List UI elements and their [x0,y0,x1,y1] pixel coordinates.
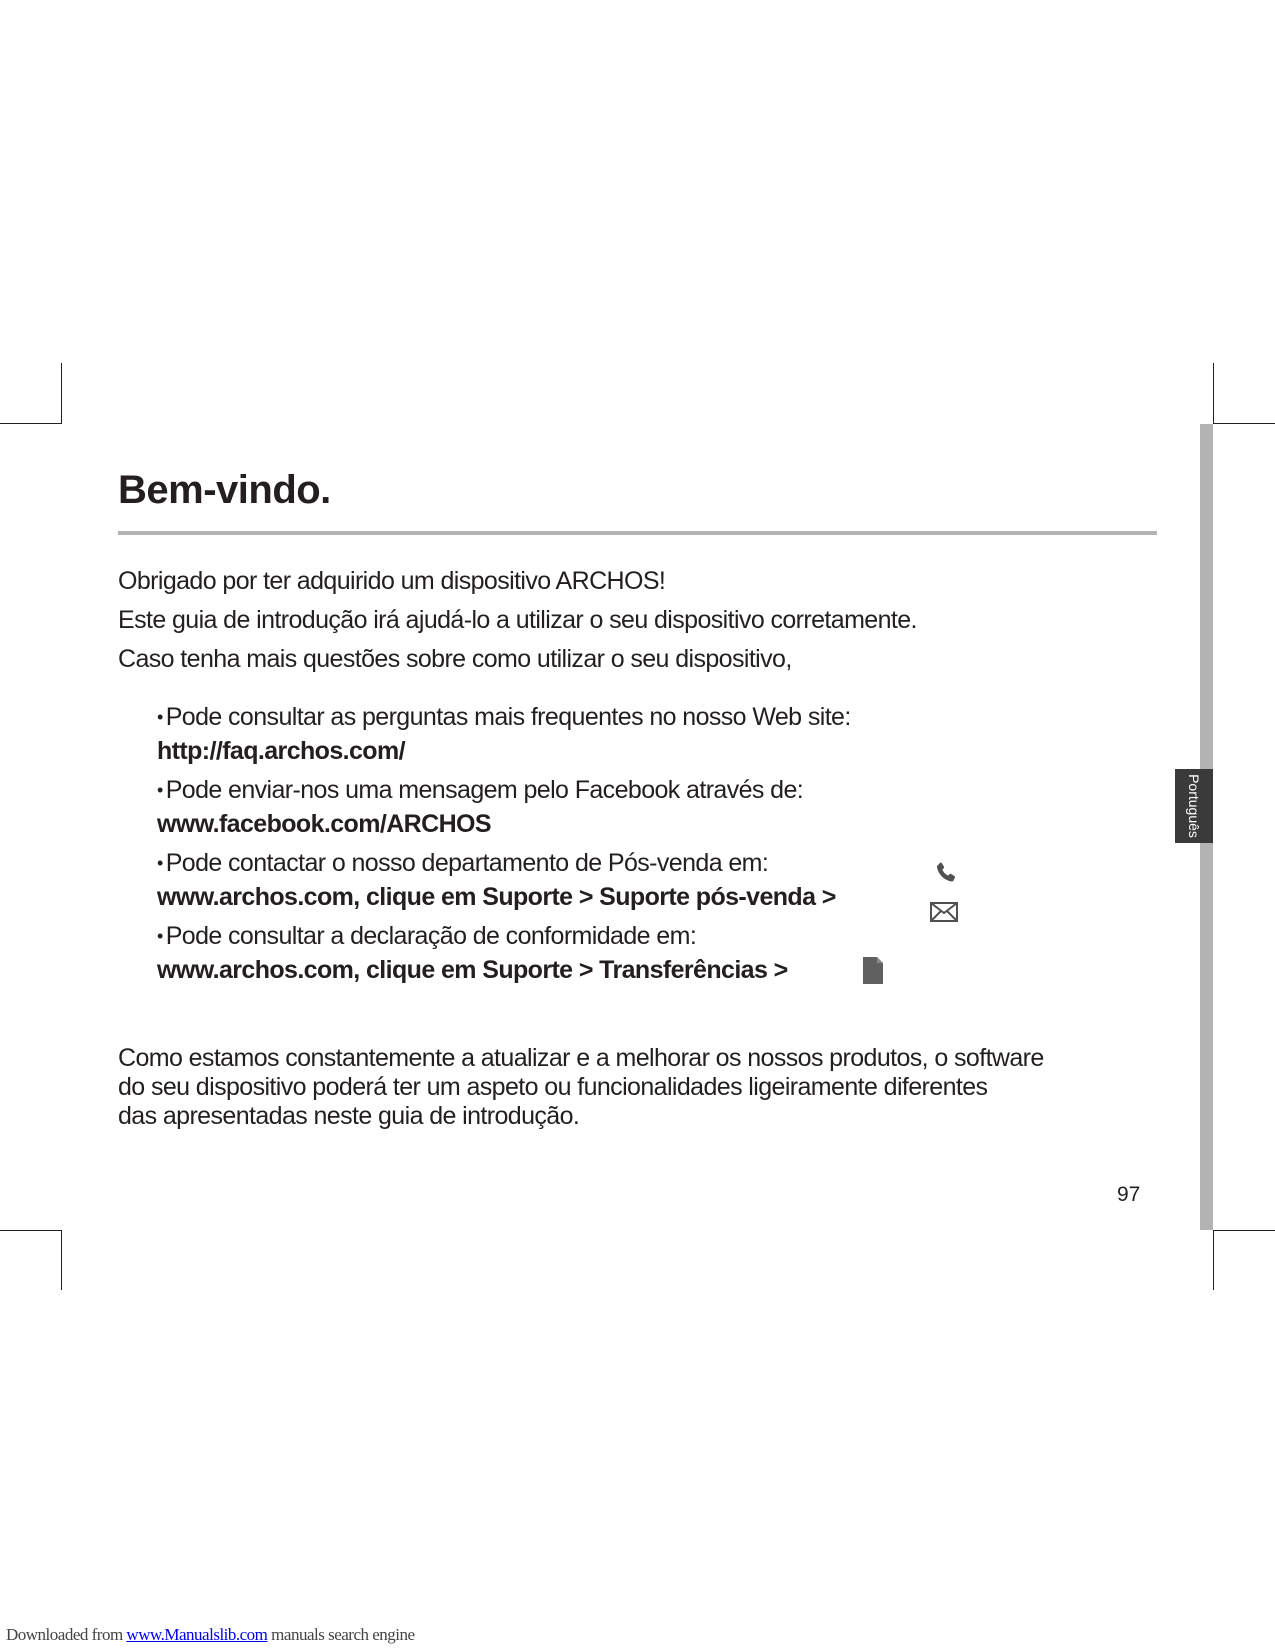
intro-line: Caso tenha mais questões sobre como utilizar o seu dispositivo, [118,645,792,673]
intro-line: Este guia de introdução irá ajudá-lo a utilizar o seu dispositivo corretamente. [118,606,917,634]
crop-mark-bottom-right-h [1213,1230,1275,1231]
support-item-text: Pode consultar a declaração de conformidade em: [165,922,697,950]
bullet: • [157,926,163,946]
bullet: • [157,780,163,800]
footer-prefix: Downloaded from [6,1625,127,1644]
title-divider [118,531,1157,535]
intro-line: Obrigado por ter adquirido um dispositivo ARCHOS! [118,567,666,595]
after-sales-link[interactable]: www.archos.com, clique em Suporte > Suporte pós-venda > [157,883,836,911]
support-list [157,700,851,992]
crop-mark-bottom-right-v [1213,1230,1214,1290]
page-title: Bem-vindo. [118,468,331,512]
support-item-text: Pode consultar as perguntas mais frequentes no nosso Web site: [165,703,851,731]
support-item-facebook [157,773,851,846]
crop-mark-top-right-h [1213,423,1275,424]
intro-text [118,562,917,679]
document-icon [863,957,883,984]
conformity-link[interactable]: www.archos.com, clique em Suporte > Transferências > [157,956,788,984]
support-item-conformity [157,919,851,992]
footer [6,1625,415,1645]
crop-mark-bottom-left-v [61,1230,62,1290]
support-item-after-sales [157,846,851,919]
crop-mark-top-left-v [61,363,62,423]
footer-link[interactable]: www.Manualslib.com [126,1625,268,1644]
crop-mark-top-right-v [1213,363,1214,423]
closing-line: das apresentadas neste guia de introdução. [118,1102,580,1130]
support-item-faq [157,700,851,773]
bullet: • [157,853,163,873]
mail-icon [930,902,958,922]
facebook-link[interactable]: www.facebook.com/ARCHOS [157,810,491,838]
footer-suffix: manuals search engine [267,1625,415,1644]
closing-paragraph [118,1044,1178,1131]
closing-line: do seu dispositivo poderá ter um aspeto ou funcionalidades ligeiramente diferentes [118,1073,988,1101]
language-tab [1175,769,1213,843]
phone-icon [933,860,959,886]
faq-link[interactable]: http://faq.archos.com/ [157,737,405,765]
support-item-text: Pode enviar-nos uma mensagem pelo Facebook através de: [165,776,804,804]
closing-line: Como estamos constantemente a atualizar e a melhorar os nossos produtos, o software [118,1044,1044,1072]
bullet: • [157,707,163,727]
page-number: 97 [1117,1183,1141,1206]
crop-mark-top-left-h [0,423,62,424]
crop-mark-bottom-left-h [0,1230,62,1231]
support-item-text: Pode contactar o nosso departamento de Pós-venda em: [165,849,769,877]
language-tab-label: Português [1186,774,1202,838]
